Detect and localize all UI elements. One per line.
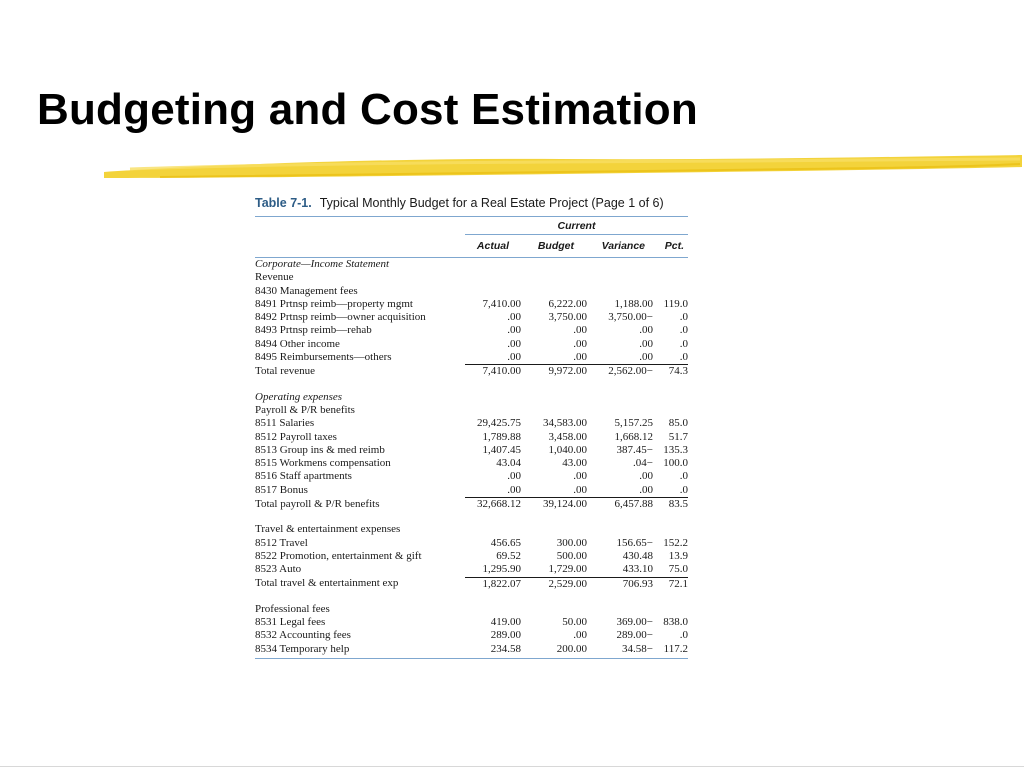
cell-actual: .00 [465,351,521,365]
budget-table [255,258,688,656]
row-label: 8512 Travel [255,536,308,549]
table-row [255,577,688,591]
cell-budget: 2,529.00 [548,577,587,590]
table-row [255,365,688,379]
cell-actual [465,258,521,271]
cell-budget: 3,458.00 [548,430,587,443]
cell-actual: .00 [507,324,521,337]
cell-variance [587,404,653,417]
cell-variance: 34.58− [622,642,653,655]
cell-pct [653,603,688,616]
cell-budget [521,271,587,284]
cell-pct: 75.0 [653,563,688,577]
table-row [255,417,688,430]
row-label: 8492 Prtnsp reimb—owner acquisition [255,311,426,324]
table-row [255,258,688,271]
row-label: 8493 Prtnsp reimb—rehab [255,324,372,337]
cell-actual: 289.00 [490,629,521,642]
row-label: 8515 Workmens compensation [255,457,391,470]
cell-variance [587,523,653,536]
row-label: Revenue [255,271,294,284]
table-row [255,616,688,629]
cell-pct [653,271,688,284]
cell-budget: 3,750.00 [548,311,587,324]
table-row [255,431,688,444]
row-label: Payroll & P/R benefits [255,403,355,416]
row-label: 8512 Payroll taxes [255,430,337,443]
cell-budget: 500.00 [556,549,587,562]
cell-actual: 1,407.45 [482,443,521,456]
cell-variance: .04− [633,457,653,470]
spacer-cell [255,591,688,603]
cell-budget: 34,583.00 [543,417,587,430]
cell-actual: 43.04 [496,457,521,470]
table-caption [255,194,688,213]
cell-variance: 1,188.00 [614,297,653,310]
cell-variance: 706.93 [622,577,653,590]
spacer-cell [255,511,688,523]
cell-budget: 300.00 [556,536,587,549]
column-header-budget: Budget [537,240,574,252]
cell-actual: .00 [465,484,521,498]
cell-variance: .00 [639,337,653,350]
row-label: 8430 Management fees [255,284,358,297]
cell-variance: 1,668.12 [614,430,653,443]
table-row [255,563,688,577]
cell-budget: 1,040.00 [548,443,587,456]
cell-pct: 119.0 [663,297,688,310]
column-header-variance: Variance [601,240,645,252]
column-header-actual: Actual [476,240,509,252]
cell-budget: 200.00 [556,642,587,655]
cell-actual: 7,410.00 [482,365,521,378]
cell-actual: 29,425.75 [477,417,521,430]
table-caption-number: Table 7-1. [255,196,312,210]
cell-pct: 13.9 [668,549,688,562]
cell-pct: 85.0 [668,417,688,430]
row-label: Total payroll & P/R benefits [255,497,380,510]
cell-variance: .00 [587,351,653,365]
cell-variance: 387.45− [616,443,653,456]
spacer-cell [255,379,688,391]
row-label: 8517 Bonus [255,484,308,496]
column-header-pct: Pct. [664,240,684,252]
cell-variance: 5,157.25 [614,417,653,430]
cell-actual [465,603,521,616]
cell-actual: 1,822.07 [482,577,521,590]
cell-variance: 6,457.88 [614,498,653,511]
column-group-row [255,217,688,235]
cell-budget [521,603,587,616]
table-bottom-rule [255,658,688,659]
cell-pct: 51.7 [668,430,688,443]
table-row [255,457,688,470]
cell-budget [521,285,587,298]
cell-actual: 69.52 [496,549,521,562]
row-label: 8522 Promotion, entertainment & gift [255,549,422,562]
cell-actual: .00 [507,470,521,483]
row-label: Corporate—Income Statement [255,258,390,270]
table-row [255,391,688,404]
cell-pct [653,258,688,271]
cell-actual: 1,295.90 [465,563,521,577]
cell-pct: 152.2 [663,536,688,549]
row-label: 8511 Salaries [255,417,315,430]
cell-variance: .00 [587,484,653,498]
cell-variance: 2,562.00− [608,365,653,378]
cell-variance: 3,750.00− [608,311,653,324]
cell-budget: .00 [573,470,587,483]
cell-variance [587,603,653,616]
cell-pct: .0 [679,324,688,337]
cell-budget: 9,972.00 [548,365,587,378]
column-header-row [255,235,688,257]
table-spacer-row [255,379,688,391]
cell-pct: .0 [679,470,688,483]
table-row [255,285,688,298]
table-row [255,603,688,616]
cell-budget [521,404,587,417]
cell-pct: 83.5 [668,498,688,511]
cell-variance [587,285,653,298]
row-label: Total revenue [255,365,316,378]
row-label: 8531 Legal fees [255,616,326,629]
cell-variance: 156.65− [616,536,653,549]
cell-variance [587,391,653,404]
row-label: Total travel & entertainment exp [255,577,399,590]
table-row [255,643,688,656]
row-label: Operating expenses [255,390,343,403]
cell-variance [587,271,653,284]
cell-pct [653,285,688,298]
cell-pct [653,404,688,417]
budget-table-figure [255,194,688,659]
cell-variance: .00 [639,470,653,483]
table-row [255,470,688,483]
table-row [255,298,688,311]
cell-actual: 419.00 [490,616,521,629]
cell-actual: .00 [507,311,521,324]
row-label: Professional fees [255,602,330,615]
cell-actual: .00 [507,337,521,350]
row-label: 8532 Accounting fees [255,629,351,642]
cell-budget: .00 [521,351,587,365]
cell-pct: .0 [679,629,688,642]
table-row [255,484,688,498]
cell-budget [521,523,587,536]
cell-pct: .0 [653,484,688,498]
cell-pct [653,523,688,536]
cell-actual: 32,668.12 [477,498,521,511]
table-row [255,311,688,324]
table-spacer-row [255,511,688,523]
cell-pct: .0 [653,351,688,365]
cell-actual [465,271,521,284]
table-row [255,404,688,417]
row-label: 8513 Group ins & med reimb [255,443,385,456]
cell-pct: 72.1 [668,577,688,590]
table-row [255,537,688,550]
cell-pct: 100.0 [663,457,688,470]
cell-budget [521,258,587,271]
cell-budget: .00 [573,337,587,350]
row-label: 8491 Prtnsp reimb—property mgmt [255,297,413,310]
table-row [255,550,688,563]
row-label: 8516 Staff apartments [255,470,352,483]
table-row [255,444,688,457]
cell-budget: 39,124.00 [543,498,587,511]
cell-actual: 1,789.88 [482,430,521,443]
cell-variance: 289.00− [616,629,653,642]
row-label: 8495 Reimbursements—others [255,351,392,364]
table-spacer-row [255,591,688,603]
cell-variance: 430.48 [622,549,653,562]
cell-budget [521,391,587,404]
table-row [255,629,688,642]
yellow-highlighter-stroke [100,150,1024,186]
cell-actual [465,391,521,404]
cell-budget: .00 [573,324,587,337]
table-caption-text: Typical Monthly Budget for a Real Estate Project (Page 1 of 6) [319,196,664,210]
table-row [255,271,688,284]
cell-budget: 50.00 [562,616,587,629]
cell-actual: 456.65 [490,536,521,549]
cell-actual [465,523,521,536]
cell-actual [465,404,521,417]
cell-budget: 43.00 [562,457,587,470]
cell-budget: .00 [521,484,587,498]
row-label: Travel & entertainment expenses [255,523,401,536]
cell-pct: 74.3 [668,365,688,378]
cell-pct: 135.3 [663,443,688,456]
cell-actual [465,285,521,298]
table-row [255,324,688,337]
slide-title: Budgeting and Cost Estimation [37,85,698,134]
cell-actual: 7,410.00 [482,297,521,310]
slide-bottom-line [0,766,1024,767]
row-label: 8494 Other income [255,337,340,350]
table-row [255,338,688,351]
table-row [255,498,688,512]
row-label: 8523 Auto [255,563,302,576]
cell-variance: 369.00− [616,616,653,629]
table-row [255,351,688,365]
cell-budget: .00 [573,629,587,642]
cell-variance: .00 [639,324,653,337]
cell-budget: 6,222.00 [548,297,587,310]
cell-variance [587,258,653,271]
row-label: 8534 Temporary help [255,642,350,655]
cell-pct: 117.2 [663,642,688,655]
cell-variance: 433.10 [587,563,653,577]
cell-pct [653,391,688,404]
cell-pct: 838.0 [663,616,688,629]
cell-pct: .0 [679,337,688,350]
cell-actual: 234.58 [490,642,521,655]
column-group-current: Current [557,220,596,232]
cell-budget: 1,729.00 [521,563,587,577]
table-row [255,523,688,536]
cell-pct: .0 [679,311,688,324]
